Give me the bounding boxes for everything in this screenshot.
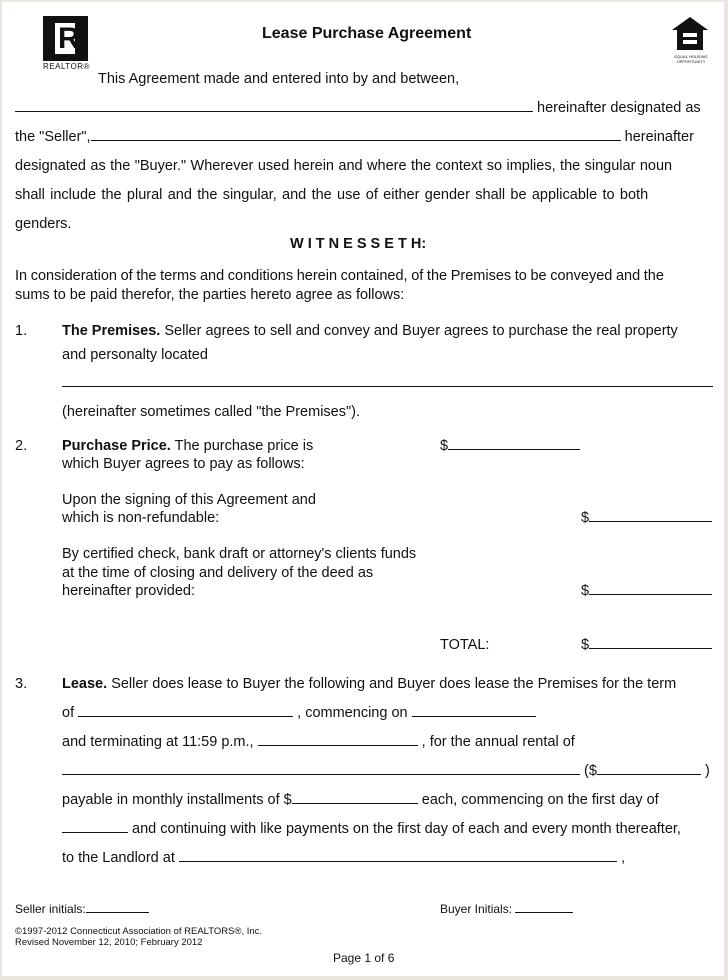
closing-amount-field[interactable]: $ (581, 582, 712, 600)
certified-check-line-3: hereinafter provided: (62, 583, 195, 599)
seller-name-field[interactable] (15, 99, 533, 112)
intro-line-4: shall include the plural and the singular, and the use of either gender shall be applicable to both (15, 187, 649, 203)
realtor-wordmark: REALTOR® (43, 62, 90, 71)
document-page (2, 2, 724, 976)
consideration-line-1: In consideration of the terms and conditions herein contained, of the Premises to be conveyed and the (15, 268, 664, 284)
section-1-line-2: and personalty located (62, 347, 208, 363)
buyer-initials-field[interactable] (515, 902, 573, 913)
buyer-name-field[interactable] (91, 128, 621, 141)
document-title: Lease Purchase Agreement (262, 25, 472, 42)
monthly-installment-line: payable in monthly installments of $ each, commencing on the first day of (62, 792, 659, 808)
deposit-amount-field[interactable]: $ (581, 509, 712, 527)
lease-term-field[interactable] (78, 704, 293, 717)
equal-housing-icon (671, 16, 709, 52)
upon-signing-line-1: Upon the signing of this Agreement and (62, 492, 316, 508)
continuing-payments-line: and continuing with like payments on the first day of each and every month thereafter, (62, 820, 681, 838)
annual-rental-words-field[interactable] (62, 762, 580, 775)
annual-rental-amount-field[interactable] (597, 762, 701, 775)
total-label: TOTAL: (440, 637, 490, 653)
purchase-price-field[interactable]: $ (440, 437, 580, 455)
page-number: Page 1 of 6 (333, 951, 395, 965)
certified-check-line-1: By certified check, bank draft or attorney's clients funds (62, 546, 417, 562)
section-2-line-1: Purchase Price. The purchase price is (62, 438, 314, 454)
equal-housing-text: EQUAL HOUSING OPPORTUNITY (674, 54, 708, 64)
copyright-text: ©1997-2012 Connecticut Association of REALTORS®, Inc. (15, 926, 263, 937)
buyer-initials-line: Buyer Initials: (440, 900, 573, 918)
termination-line: and terminating at 11:59 p.m., , for the annual rental of (62, 734, 575, 750)
annual-rental-line: ($ ) (62, 762, 710, 780)
section-2-number: 2. (15, 438, 28, 454)
seller-initials-field[interactable] (86, 902, 149, 913)
intro-line-5: genders. (15, 216, 72, 232)
commencement-date-field[interactable] (412, 704, 536, 717)
certified-check-line-2: at the time of closing and delivery of the deed as (62, 565, 374, 581)
consideration-line-2: sums to be paid therefor, the parties hereto agree as follows: (15, 287, 405, 303)
landlord-address-field[interactable] (179, 849, 617, 862)
section-1-line-1: The Premises. Seller agrees to sell and convey and Buyer agrees to purchase the real property (62, 323, 678, 339)
buyer-line: the "Seller", hereinafter (15, 129, 694, 145)
total-amount-field[interactable]: $ (581, 636, 712, 654)
intro-line-3: designated as the "Buyer." Wherever used herein and where the context so implies, the singular noun (15, 158, 673, 174)
witnesseth-heading: W I T N E S S E T H: (290, 236, 427, 252)
seller-initials-line: Seller initials: (15, 900, 149, 918)
revised-text: Revised November 12, 2010; February 2012 (15, 937, 203, 948)
upon-signing-line-2: which is non-refundable: (62, 510, 220, 526)
premises-location-field[interactable] (62, 374, 713, 392)
section-2-line-2: which Buyer agrees to pay as follows: (62, 456, 305, 472)
termination-date-field[interactable] (258, 733, 418, 746)
landlord-address-line: to the Landlord at , (62, 850, 625, 866)
intro-line-1: This Agreement made and entered into by and between, (98, 71, 460, 87)
realtor-logo-icon: R (43, 16, 88, 61)
section-3-number: 3. (15, 676, 28, 692)
lease-term-line: of , commencing on (62, 704, 536, 722)
section-1-line-3: (hereinafter sometimes called "the Premises"). (62, 404, 360, 420)
section-1-number: 1. (15, 323, 28, 339)
first-payment-month-field[interactable] (62, 820, 128, 833)
monthly-installment-field[interactable] (292, 791, 418, 804)
section-3-line-1: Lease. Seller does lease to Buyer the following and Buyer does lease the Premises for the term (62, 676, 677, 692)
seller-line: hereinafter designated as (15, 99, 701, 117)
